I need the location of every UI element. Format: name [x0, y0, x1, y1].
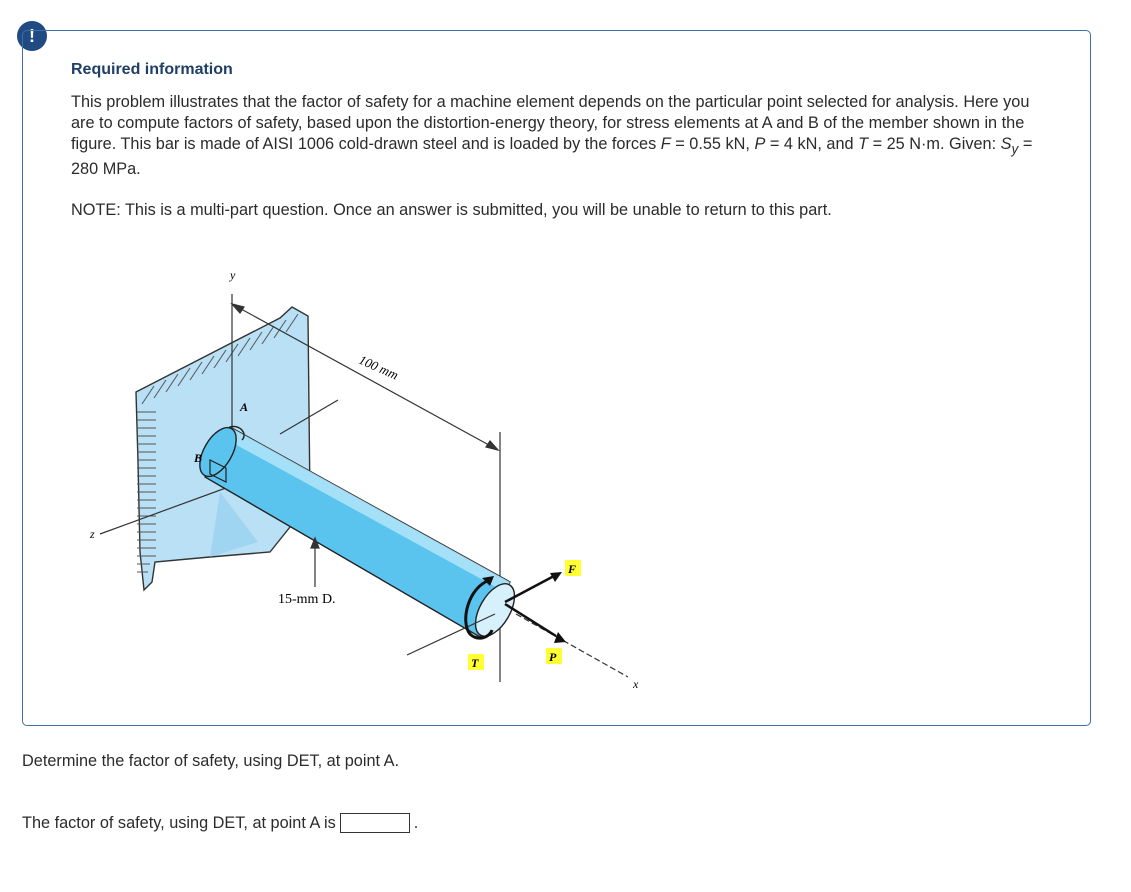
point-b-label: B — [194, 451, 203, 465]
multipart-note: NOTE: This is a multi-part question. Once an answer is submitted, you will be unable to return to this part. — [71, 201, 832, 219]
diameter-leader — [311, 538, 319, 587]
force-f-value: = 0.55 kN, — [670, 135, 755, 153]
force-p-arrow — [505, 604, 566, 643]
length-label: 100 mm — [356, 351, 401, 383]
force-f-label: F — [568, 562, 577, 576]
yield-strength-symbol: S — [1000, 135, 1012, 153]
info-title: Required information — [71, 61, 233, 78]
factor-of-safety-input[interactable] — [340, 813, 410, 833]
answer-suffix: . — [413, 813, 419, 832]
force-p-value: = 4 kN, and — [765, 135, 859, 153]
torque-label: T — [471, 656, 479, 670]
force-f-symbol: F — [660, 135, 671, 153]
wall-hatching-left — [137, 412, 156, 572]
torque-value: = 25 N·m. Given: — [868, 135, 1001, 153]
z-axis-label: z — [90, 527, 95, 541]
diameter-label: 15-mm D. — [278, 592, 336, 607]
force-p-symbol: P — [754, 135, 766, 153]
answer-prompt: The factor of safety, using DET, at point A is — [22, 813, 336, 832]
torque-symbol: T — [858, 135, 869, 153]
point-a-label: A — [240, 400, 249, 414]
exclamation-icon: ! — [29, 26, 35, 46]
y-axis-label: y — [230, 268, 236, 282]
yield-strength-value: = 280 MPa. — [71, 135, 1033, 179]
question-text: Determine the factor of safety, using DET, at point A. — [22, 752, 400, 770]
cantilever-bar-figure — [80, 262, 680, 692]
x-axis-label: x — [633, 677, 639, 691]
x-axis — [516, 614, 628, 677]
problem-statement — [71, 92, 1046, 180]
force-p-label: P — [549, 650, 557, 664]
answer-row — [22, 813, 418, 833]
statement-text: This problem illustrates that the factor of safety for a machine element depends on the particular point selected for analysis. Here you are to compute factors of safety, based upon the distortion-energy theory, for stress elements at A and B of the member shown in the figure. This bar is made of AISI 1006 cold-drawn steel and is loaded by the forces — [71, 93, 1030, 153]
yield-strength-subscript: y — [1011, 141, 1019, 157]
force-f-arrow — [505, 572, 562, 602]
